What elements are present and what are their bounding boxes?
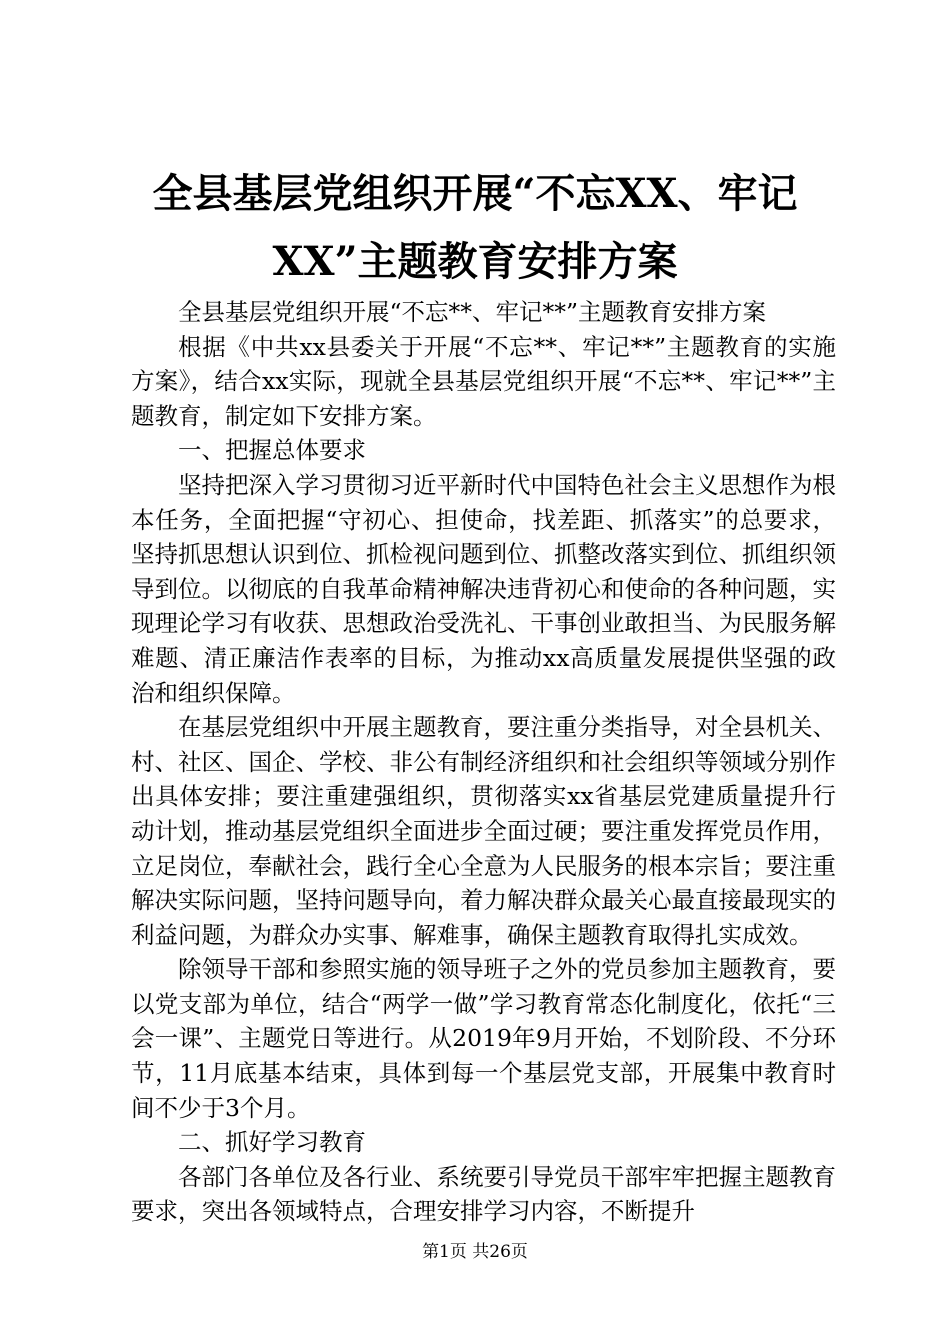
page-footer: 第1页 共26页 bbox=[422, 1242, 528, 1262]
document-body bbox=[131, 295, 836, 1229]
paragraph-intro: 根据《中共xx县委关于开展“不忘**、牢记**”主题教育的实施方案》，结合xx实际，现就全县基层党组织开展“不忘**、牢记**”主题教育，制定如下安排方案。 bbox=[131, 332, 836, 430]
paragraph-subtitle: 全县基层党组织开展“不忘**、牢记**”主题教育安排方案 bbox=[178, 298, 767, 326]
paragraph-study: 各部门各单位及各行业、系统要引导党员干部牢牢把握主题教育要求，突出各领域特点，合理安排学习内容，不断提升 bbox=[131, 1162, 836, 1226]
section-heading-1: 一、把握总体要求 bbox=[178, 436, 366, 465]
document-title: 全县基层党组织开展“不忘XX、牢记XX”主题教育安排方案 bbox=[152, 170, 798, 285]
paragraph-requirements: 坚持把深入学习贯彻习近平新时代中国特色社会主义思想作为根本任务，全面把握“守初心、担使命，找差距、抓落实”的总要求，坚持抓思想认识到位、抓检视问题到位、抓整改落实到位、抓组织领导到位。以彻底的自我革命精神解决违背初心和使命的各种问题，实现理论学习有收获、思想政治受洗礼、干事创业敢担当、为民服务解难题、清正廉洁作表率的目标，为推动xx高质量发展提供坚强的政治和组织保障。 bbox=[131, 470, 836, 707]
section-heading-2: 二、抓好学习教育 bbox=[178, 1128, 366, 1157]
paragraph-grassroots: 在基层党组织中开展主题教育，要注重分类指导，对全县机关、村、社区、国企、学校、非公有制经济组织和社会组织等领域分别作出具体安排；要注重建强组织，贯彻落实xx省基层党建质量提升行动计划，推动基层党组织全面进步全面过硬；要注重发挥党员作用，立足岗位，奉献社会，践行全心全意为人民服务的根本宗旨；要注重解决实际问题，坚持问题导向，着力解决群众最关心最直接最现实的利益问题，为群众办实事、解难事，确保主题教育取得扎实成效。 bbox=[131, 713, 836, 949]
paragraph-members: 除领导干部和参照实施的领导班子之外的党员参加主题教育，要以党支部为单位，结合“两学一做”学习教育常态化制度化，依托“三会一课”、主题党日等进行。从2019年9月开始，不划阶段、不分环节，11月底基本结束，具体到每一个基层党支部，开展集中教育时间不少于3个月。 bbox=[131, 955, 836, 1122]
